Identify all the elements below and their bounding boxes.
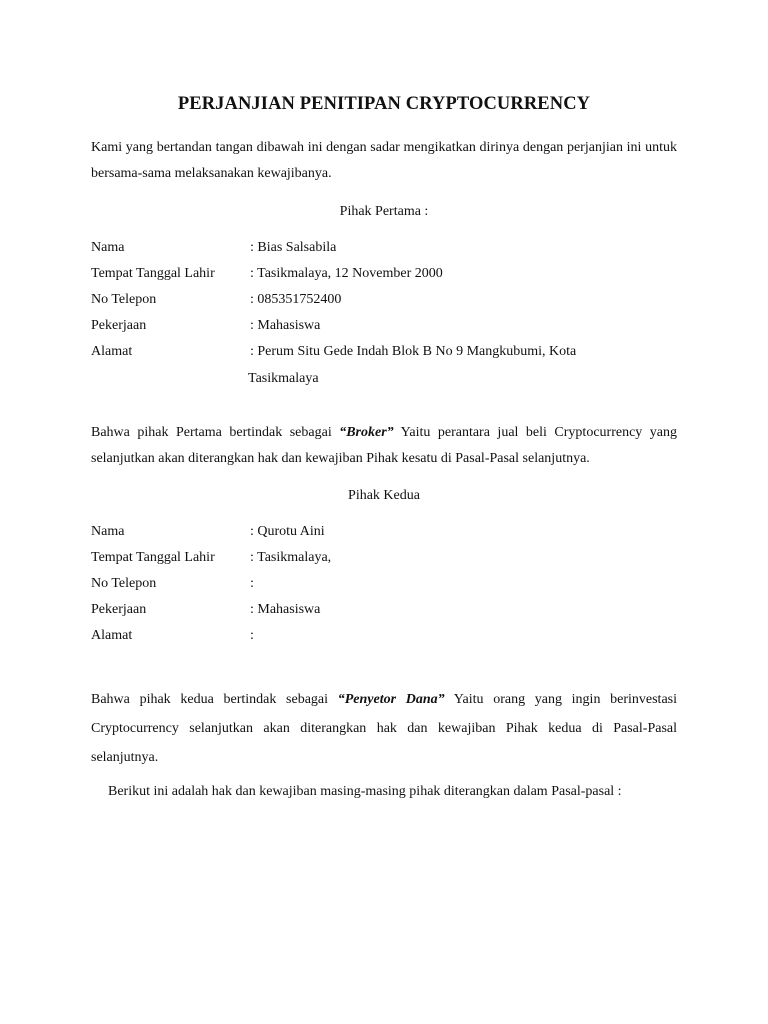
field-label: Alamat [91,628,133,643]
field-label: Tempat Tanggal Lahir [91,550,215,565]
field-label: No Telepon [91,292,157,307]
field-value: : Tasikmalaya, [250,550,332,565]
field-label: Alamat [91,344,133,359]
pihak-kedua-heading: Pihak Kedua [348,488,420,503]
field-label: Tempat Tanggal Lahir [91,266,215,281]
field-value: : Perum Situ Gede Indah Blok B No 9 Mangkubumi, Kota [250,344,577,359]
field-value: : Mahasiswa [250,318,321,333]
field-label: Nama [91,240,125,255]
field-value: : [250,576,254,591]
broker-paragraph [91,420,677,472]
pihak-pertama-heading: Pihak Pertama : [339,204,429,219]
field-value: : Bias Salsabila [250,240,337,255]
penyetor-paragraph [91,685,677,772]
penyetor-term: “Penyetor Dana” [337,692,445,707]
broker-term: “Broker” [339,425,394,440]
penyetor-text-after: Yaitu orang yang ingin berinvestasi Cryptocurrency selanjutkan akan diterangkan hak dan kewajiban Pihak kedua di Pasal-Pasal selanjutnya. [91,692,677,765]
field-label: Pekerjaan [91,318,147,333]
field-label: No Telepon [91,576,157,591]
field-value: : Mahasiswa [250,602,321,617]
field-label: Pekerjaan [91,602,147,617]
field-value: : Tasikmalaya, 12 November 2000 [250,266,443,281]
field-value: : 085351752400 [250,292,342,307]
field-value-continuation: Tasikmalaya [248,371,319,386]
intro-paragraph: Kami yang bertandan tangan dibawah ini dengan sadar mengikatkan dirinya dengan perjanjian ini untuk bersama-sama melaksanakan kewajibanya. [91,140,677,181]
field-value: : [250,628,254,643]
broker-text-after: Yaitu perantara jual beli Cryptocurrency yang selanjutkan akan diterangkan hak dan kewajiban Pihak kesatu di Pasal-Pasal selanjutnya. [91,425,677,466]
closing-paragraph: Berikut ini adalah hak dan kewajiban masing-masing pihak diterangkan dalam Pasal-pasal : [108,784,622,799]
field-label: Nama [91,524,125,539]
document-title: PERJANJIAN PENITIPAN CRYPTOCURRENCY [177,94,591,114]
penyetor-text-before: Bahwa pihak kedua bertindak sebagai [91,692,338,707]
broker-text-before: Bahwa pihak Pertama bertindak sebagai [91,425,340,440]
field-value: : Qurotu Aini [250,524,325,539]
